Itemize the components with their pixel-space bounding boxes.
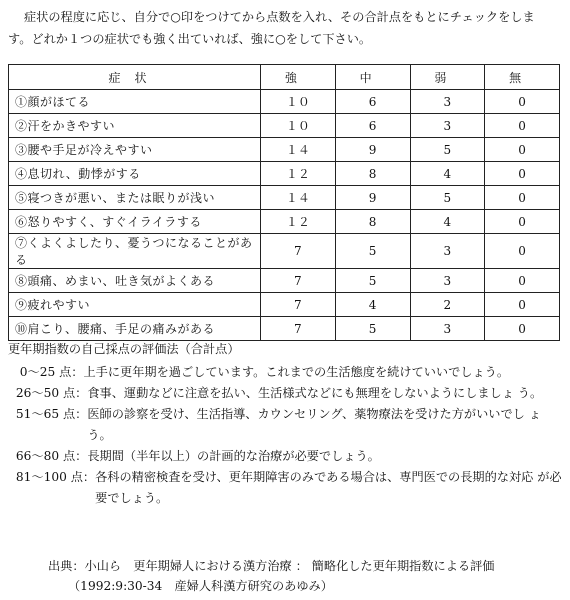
score-strong: １２ [261,162,336,186]
evaluation-text: 上手に更年期を過ごしています。これまでの生活態度を続けていいでしょう。 [83,365,510,379]
score-medium: 8 [335,210,410,234]
score-weak: 5 [410,138,485,162]
header-none: 無 [485,65,560,90]
symptom-cell: ③腰や手足が冷えやすい [9,138,261,162]
score-range: 81～100 点： [12,470,96,484]
score-range: 66～80 点： [12,449,88,463]
symptom-cell: ⑩肩こり、腰痛、手足の痛みがある [9,317,261,341]
score-medium: 6 [335,90,410,114]
score-none: 0 [485,234,560,269]
symptom-score-table [8,64,560,341]
symptom-cell: ①顔がほてる [9,90,261,114]
score-strong: １０ [261,90,336,114]
symptom-cell: ⑥怒りやすく、すぐイライラする [9,210,261,234]
score-strong: １０ [261,114,336,138]
score-none: 0 [485,186,560,210]
symptom-cell: ⑦くよくよしたり、憂うつになることがある [9,234,261,269]
evaluation-item [12,404,564,446]
score-weak: 3 [410,114,485,138]
score-medium: 5 [335,269,410,293]
table-row [9,162,560,186]
score-strong: １２ [261,210,336,234]
score-medium: 9 [335,186,410,210]
score-strong: １４ [261,186,336,210]
score-weak: 5 [410,186,485,210]
score-weak: 3 [410,269,485,293]
score-weak: 2 [410,293,485,317]
score-none: 0 [485,293,560,317]
header-strong: 強 [261,65,336,90]
intro-text [8,6,564,50]
symptom-cell: ⑤寝つきが悪い、または眠りが浅い [9,186,261,210]
intro-line-2: す。どれか１つの症状でも強く出ていれば、強に○をして下さい。 [8,32,372,46]
score-none: 0 [485,269,560,293]
intro-line-1: 症状の程度に応じ、自分で○印をつけてから点数を入れ、その合計点をもとにチェックをしま [24,10,535,24]
table-row [9,269,560,293]
evaluation-title: 更年期指数の自己採点の評価法（合計点） [8,342,240,356]
evaluation-text: 食事、運動などに注意を払い、生活様式などにも無理をしないようにしましょ う。 [87,386,543,400]
source-line-2: （1992:9:30-34 産婦人科漢方研究のあゆみ） [68,579,333,593]
score-strong: 7 [261,269,336,293]
table-row [9,90,560,114]
score-strong: 7 [261,293,336,317]
score-weak: 3 [410,317,485,341]
symptom-cell: ②汗をかきやすい [9,114,261,138]
score-strong: １４ [261,138,336,162]
table-row [9,317,560,341]
score-weak: 4 [410,210,485,234]
score-medium: 9 [335,138,410,162]
table-row [9,210,560,234]
score-weak: 3 [410,90,485,114]
evaluation-item [12,467,564,509]
symptom-cell: ⑧頭痛、めまい、吐き気がよくある [9,269,261,293]
score-weak: 4 [410,162,485,186]
score-none: 0 [485,210,560,234]
header-symptom: 症状 [9,65,261,90]
score-medium: 6 [335,114,410,138]
score-medium: 4 [335,293,410,317]
evaluation-text: 医師の診察を受け、生活指導、カウンセリング、薬物療法を受けた方がいいでし ょう。 [87,407,541,442]
score-range: 26～50 点： [12,386,88,400]
header-weak: 弱 [410,65,485,90]
evaluation-item [12,383,564,404]
table-row [9,138,560,162]
evaluation-item [12,362,564,383]
score-strong: 7 [261,234,336,269]
evaluation-text: 長期間（半年以上）の計画的な治療が必要でしょう。 [87,449,380,463]
symptom-cell: ④息切れ、動悸がする [9,162,261,186]
table-row [9,114,560,138]
score-none: 0 [485,90,560,114]
score-range: 51～65 点： [12,407,88,421]
score-medium: 8 [335,162,410,186]
score-strong: 7 [261,317,336,341]
symptom-cell: ⑨疲れやすい [9,293,261,317]
evaluation-item [12,446,564,467]
evaluation-text: 各科の精密検査を受け、更年期障害のみである場合は、専門医での長期的な対応 が必要でしょう。 [95,470,562,505]
score-none: 0 [485,317,560,341]
source-citation [48,556,495,596]
source-line-1: 出典：小山ら 更年期婦人における漢方治療 ： 簡略化した更年期指数による評価 [48,559,495,573]
score-none: 0 [485,162,560,186]
score-range: 0～25 点： [12,365,84,379]
score-weak: 3 [410,234,485,269]
table-row [9,186,560,210]
table-row [9,293,560,317]
table-header-row [9,65,560,90]
score-medium: 5 [335,234,410,269]
table-row [9,234,560,269]
score-none: 0 [485,114,560,138]
header-medium: 中 [335,65,410,90]
score-medium: 5 [335,317,410,341]
evaluation-list [12,362,564,509]
score-none: 0 [485,138,560,162]
